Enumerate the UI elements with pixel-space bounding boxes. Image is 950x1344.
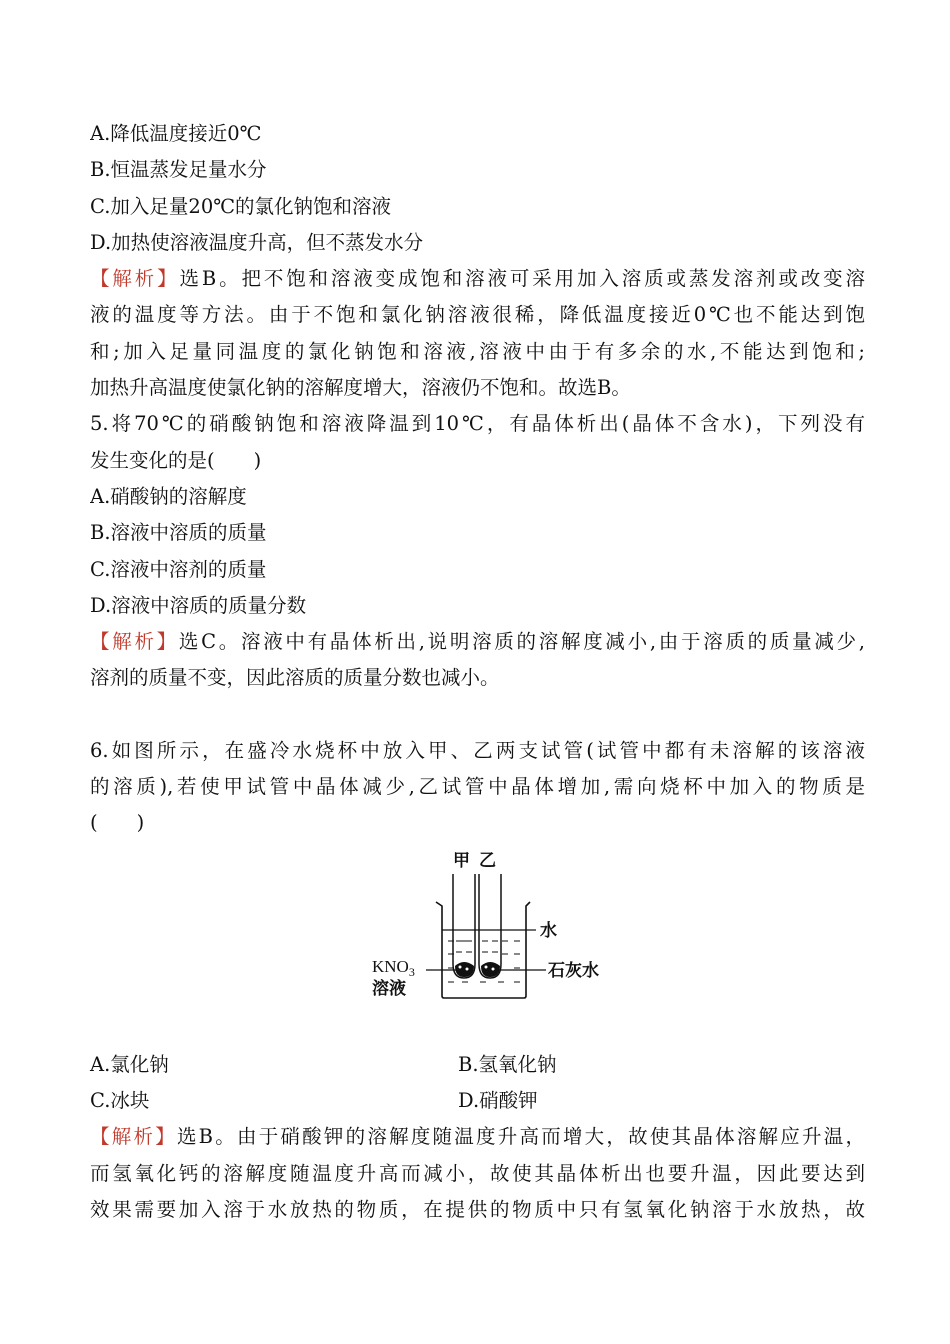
beaker-diagram: [370, 846, 610, 1046]
q4-option-c: C.加入足量20℃的氯化钠饱和溶液: [90, 194, 392, 218]
label-water: 水: [540, 920, 557, 941]
q6-analysis-line-2: 而氢氧化钙的溶解度随温度升高而减小，故使其晶体析出也要升温，因此要达到: [90, 1161, 865, 1185]
q4-analysis-line-3: 和;加入足量同温度的氯化钠饱和溶液,溶液中由于有多余的水,不能达到饱和;: [90, 339, 865, 363]
label-kno3: $KNO_3$: [372, 956, 415, 979]
analysis-tag: 【解析】: [90, 1125, 177, 1149]
document-page: [90, 116, 865, 1228]
q6-option-c: C.冰块: [90, 1088, 150, 1112]
label-limewater: 石灰水: [548, 960, 599, 981]
q5-stem-line-1: 5.将70℃的硝酸钠饱和溶液降温到10℃，有晶体析出(晶体不含水)，下列没有: [90, 412, 865, 436]
q4-analysis-line-4: 加热升高温度使氯化钠的溶解度增大，溶液仍不饱和。故选B。: [90, 376, 631, 400]
analysis-tag: 【解析】: [90, 630, 179, 654]
q6-stem-line-1: 6.如图所示，在盛冷水烧杯中放入甲、乙两支试管(试管中都有未溶解的该溶液: [90, 738, 865, 762]
q4-option-a: A.降低温度接近0℃: [90, 122, 262, 145]
q6-option-d: D.硝酸钾: [458, 1088, 538, 1112]
analysis-tag: 【解析】: [90, 267, 180, 291]
q5-option-a: A.硝酸钠的溶解度: [90, 484, 247, 508]
beaker: [436, 902, 530, 998]
q4-analysis-line-2: 液的温度等方法。由于不饱和氯化钠溶液很稀，降低温度接近0℃也不能达到饱: [90, 303, 865, 327]
q6-analysis-line-3: 效果需要加入溶于水放热的物质，在提供的物质中只有氢氧化钠溶于水放热，故: [90, 1197, 865, 1221]
q5-option-d: D.溶液中溶质的质量分数: [90, 593, 307, 617]
label-jia: 甲: [453, 850, 470, 871]
tube-solution-dashes: [456, 941, 498, 952]
label-yi: 乙: [479, 850, 496, 871]
q5-analysis-line-1: [90, 624, 865, 660]
label-solution: 溶液: [372, 978, 406, 999]
q5-stem-line-2: 发生变化的是( ): [90, 448, 262, 472]
spacer: [90, 697, 865, 733]
q4-analysis-line-1: [90, 261, 865, 297]
q6-analysis-text: 选B。由于硝酸钾的溶解度随温度升高而增大，故使其晶体溶解应升温，: [176, 1125, 865, 1149]
q4-option-d: D.加热使溶液温度升高，但不蒸发水分: [90, 230, 424, 254]
q5-analysis-line-2: 溶剂的质量不变，因此溶质的质量分数也减小。: [90, 666, 500, 690]
q5-option-b: B.溶液中溶质的质量: [90, 521, 267, 545]
q4-analysis-text: 选B。把不饱和溶液变成饱和溶液可采用加入溶质或蒸发溶剂或改变溶: [179, 267, 865, 291]
q6-option-a: A.氯化钠: [90, 1052, 169, 1076]
q6-options-row-2: [90, 1083, 865, 1119]
q6-stem-line-2: 的溶质),若使甲试管中晶体减少,乙试管中晶体增加,需向烧杯中加入的物质是: [90, 775, 865, 799]
q5-option-c: C.溶液中溶剂的质量: [90, 557, 267, 581]
q6-stem-line-3: ( ): [90, 811, 145, 835]
beaker-figure: [90, 842, 865, 1047]
q6-options-row-1: [90, 1047, 865, 1083]
q5-analysis-text: 选C。溶液中有晶体析出,说明溶质的溶解度减小,由于溶质的质量减少,: [178, 630, 865, 654]
q6-analysis-line-1: [90, 1119, 865, 1155]
q4-option-b: B.恒温蒸发足量水分: [90, 158, 267, 182]
q6-option-b: B.氢氧化钠: [458, 1052, 557, 1076]
